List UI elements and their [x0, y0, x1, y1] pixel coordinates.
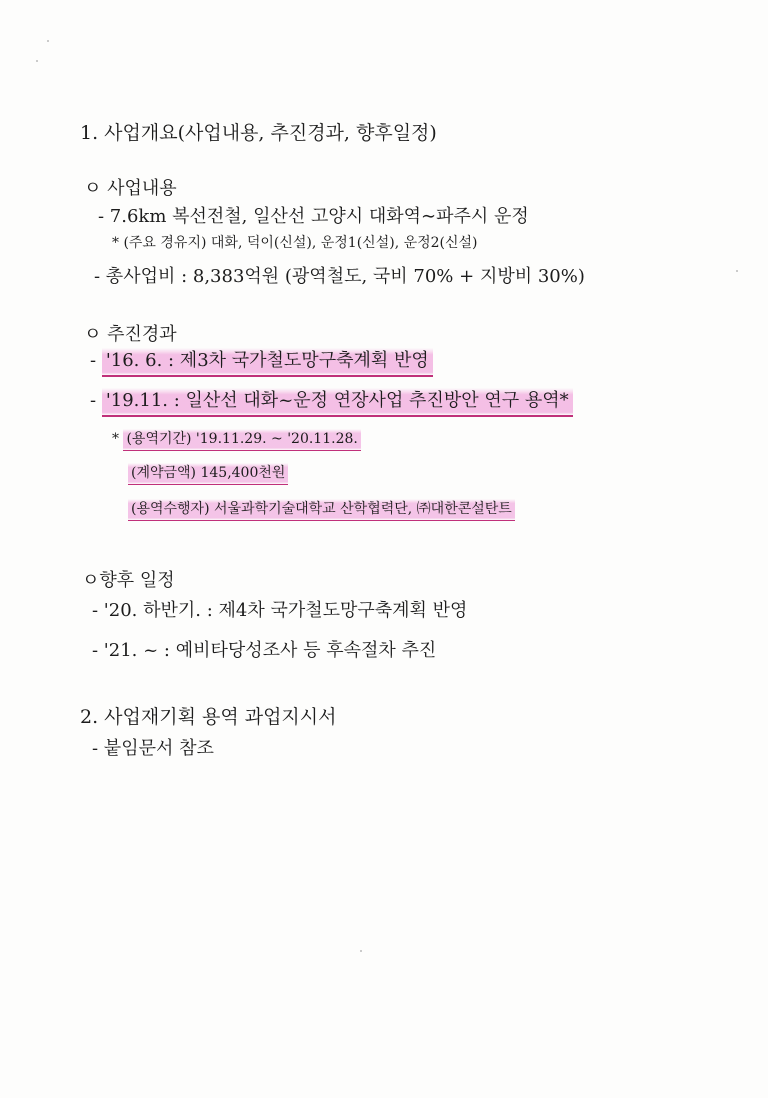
- progress-note-2: [128, 466, 288, 480]
- scan-speck: [36, 60, 38, 62]
- progress-note-1: [112, 432, 361, 446]
- content-line-route: - 7.6km 복선전철, 일산선 고양시 대화역∼파주시 운정: [98, 206, 529, 227]
- progress-note-period: (용역기간) '19.11.29. ~ '20.11.28.: [123, 429, 360, 451]
- progress-line-2: [90, 392, 573, 410]
- content-note-stops: * (주요 경유지) 대화, 덕이(신설), 운정1(신설), 운정2(신설): [112, 235, 478, 251]
- scan-speck: [360, 950, 362, 952]
- progress-line-1-dash: -: [90, 350, 97, 371]
- progress-note-contractor: (용역수행자) 서울과학기술대학교 산학협력단, ㈜대한콘설탄트: [128, 499, 515, 521]
- content-line-budget: - 총사업비 : 8,383억원 (광역철도, 국비 70% + 지방비 30%): [94, 266, 585, 287]
- section-1-title: 1. 사업개요(사업내용, 추진경과, 향후일정): [80, 122, 437, 144]
- scan-speck: [736, 270, 738, 272]
- progress-note-amount: (계약금액) 145,400천원: [128, 463, 288, 485]
- progress-line-1-highlight: '16. 6. : 제3차 국가철도망구축계획 반영: [102, 348, 433, 377]
- progress-note-star: *: [112, 431, 119, 447]
- section-2-line-1: - 붙임문서 참조: [92, 738, 214, 759]
- schedule-heading: ㅇ향후 일정: [82, 570, 175, 591]
- scan-speck: [47, 40, 49, 42]
- progress-line-2-highlight: '19.11. : 일산선 대화~운정 연장사업 추진방안 연구 용역*: [102, 388, 573, 417]
- progress-heading: ㅇ 추진경과: [84, 324, 177, 345]
- content-heading: ㅇ 사업내용: [84, 178, 177, 199]
- progress-line-1: [90, 352, 433, 370]
- schedule-line-2: - '21. ~ : 예비타당성조사 등 후속절차 추진: [92, 640, 437, 661]
- section-2-title: 2. 사업재기획 용역 과업지시서: [80, 706, 337, 728]
- schedule-line-1: - '20. 하반기. : 제4차 국가철도망구축계획 반영: [92, 600, 468, 621]
- progress-note-3: [128, 502, 515, 516]
- progress-line-2-dash: -: [90, 390, 97, 411]
